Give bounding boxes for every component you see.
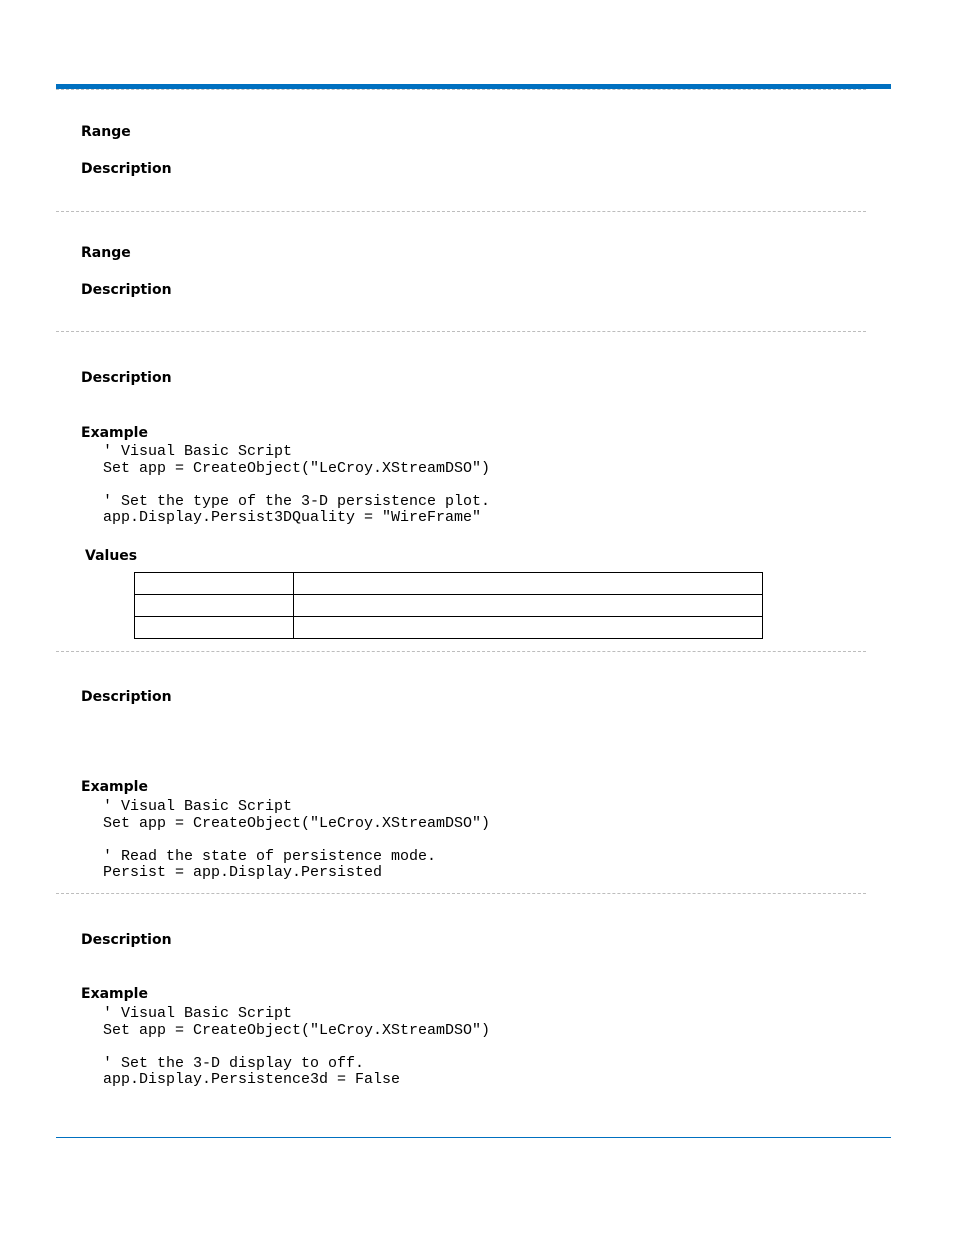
code-line: app.Display.Persist3DQuality = "WireFrame" xyxy=(103,509,482,526)
code-line: ' Visual Basic Script xyxy=(103,798,293,815)
section-divider xyxy=(56,331,866,332)
section-3-values-heading: Values xyxy=(85,548,138,564)
header-dashed-rule xyxy=(56,89,866,90)
table-cell xyxy=(294,595,763,617)
table-cell xyxy=(135,573,294,595)
code-line xyxy=(103,832,490,849)
section-2-description-heading: Description xyxy=(81,282,172,298)
table-row xyxy=(135,617,763,639)
table-cell xyxy=(294,573,763,595)
code-line: Set app = CreateObject("LeCroy.XStreamDSO") xyxy=(103,459,491,477)
section-5-example-heading: Example xyxy=(81,986,148,1002)
table-cell xyxy=(135,617,294,639)
code-line: ' Set the type of the 3-D persistence plot. xyxy=(103,492,491,510)
section-3-example-heading: Example xyxy=(81,425,148,441)
code-line: ' Set the 3-D display to off. xyxy=(103,1054,365,1072)
section-4-code-block xyxy=(103,799,490,882)
code-line: ' Visual Basic Script xyxy=(103,1005,293,1022)
section-1-range-heading: Range xyxy=(81,124,131,140)
section-divider xyxy=(56,893,866,894)
section-3-description-heading: Description xyxy=(81,370,172,386)
code-line xyxy=(103,477,490,494)
code-line xyxy=(103,1039,490,1056)
code-line: ' Visual Basic Script xyxy=(103,443,293,460)
section-divider xyxy=(56,211,866,212)
table-cell xyxy=(294,617,763,639)
table-row xyxy=(135,595,763,617)
table-cell xyxy=(135,595,294,617)
code-line: Set app = CreateObject("LeCroy.XStreamDSO") xyxy=(103,1021,491,1039)
values-table xyxy=(134,572,763,639)
code-line: ' Read the state of persistence mode. xyxy=(103,847,437,865)
code-line: app.Display.Persistence3d = False xyxy=(103,1071,401,1088)
code-line: Persist = app.Display.Persisted xyxy=(103,864,383,881)
section-2-range-heading: Range xyxy=(81,245,131,261)
footer-rule xyxy=(56,1137,891,1138)
table-row xyxy=(135,573,763,595)
section-4-description-heading: Description xyxy=(81,689,172,705)
section-3-code-block xyxy=(103,444,490,527)
section-1-description-heading: Description xyxy=(81,161,172,177)
code-line: Set app = CreateObject("LeCroy.XStreamDSO") xyxy=(103,814,491,832)
section-5-code-block xyxy=(103,1006,490,1089)
section-divider xyxy=(56,651,866,652)
section-5-description-heading: Description xyxy=(81,932,172,948)
section-4-example-heading: Example xyxy=(81,779,148,795)
